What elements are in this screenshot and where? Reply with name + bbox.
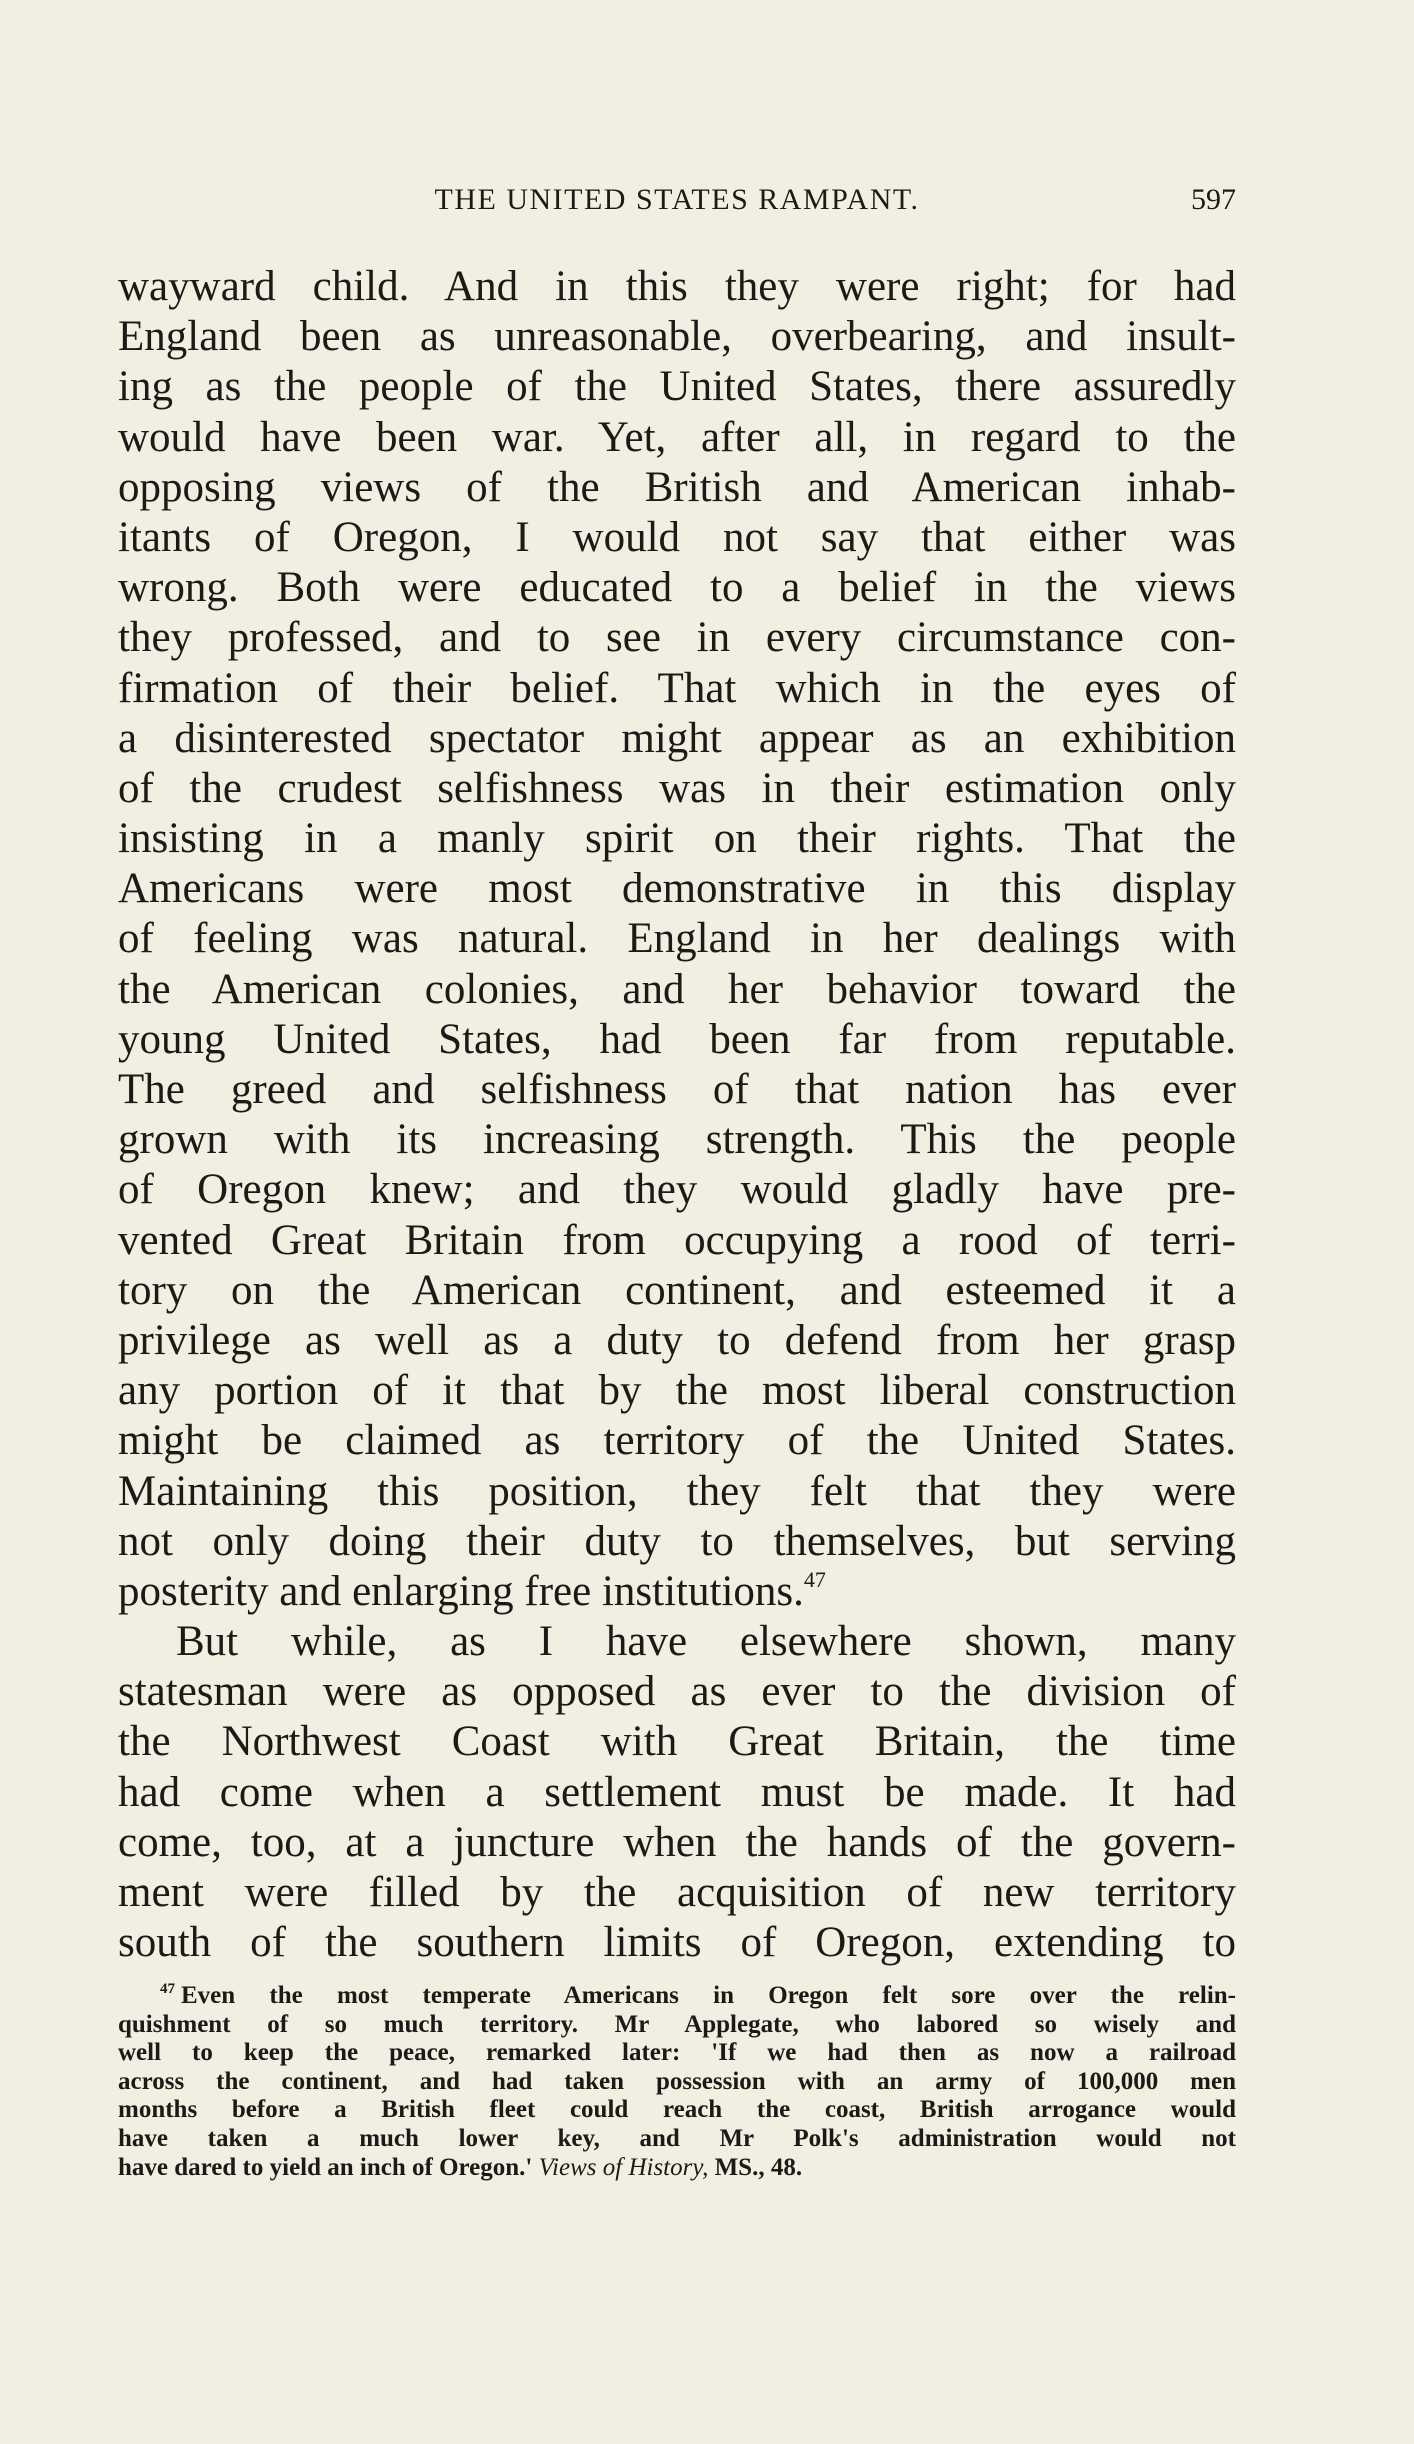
text-line: a disinterested spectator might appear as an exhibition [118,714,1236,762]
text-line: privilege as well as a duty to defend from her grasp [118,1316,1236,1364]
body-text [118,262,1236,1968]
text-line: would have been war. Yet, after all, in regard to the [118,413,1236,461]
footnote-quote-end: have dared to yield an inch of Oregon.' [118,2153,533,2181]
footnote-line: months before a British fleet could reach the coast, British arrogance would [118,2096,1236,2124]
footnote-last-line [118,2154,1236,2183]
text-line: the Northwest Coast with Great Britain, the time [118,1718,1236,1766]
footnote-source-ref: MS., 48. [714,2153,803,2181]
text-line: ing as the people of the United States, there assuredly [118,363,1236,411]
text-line: the American colonies, and her behavior toward the [118,965,1236,1013]
text-line: statesman were as opposed as ever to the division of [118,1668,1236,1716]
text-line: might be claimed as territory of the United States. [118,1417,1236,1465]
text-line: vented Great Britain from occupying a rood of terri- [118,1216,1236,1264]
footnote-line [118,1982,1236,2011]
text-line: come, too, at a juncture when the hands of the govern- [118,1818,1236,1866]
footnote-line: quishment of so much territory. Mr Applegate, who labored so wisely and [118,2010,1236,2038]
text-line: they professed, and to see in every circumstance con- [118,614,1236,662]
text-line: young United States, had been far from reputable. [118,1015,1236,1063]
text-line: itants of Oregon, I would not say that either was [118,513,1236,561]
text-line: south of the southern limits of Oregon, extending to [118,1919,1236,1967]
text-line: firmation of their belief. That which in the eyes of [118,664,1236,712]
text-line: wayward child. And in this they were right; for had [118,263,1236,310]
footnote-source-title: Views of History, [538,2153,709,2181]
text-line: The greed and selfishness of that nation has ever [118,1066,1236,1113]
footnote-line: well to keep the peace, remarked later: 'If we had then as now a railroad [118,2039,1236,2067]
paragraph-end-text: posterity and enlarging free institutions. [118,1567,804,1615]
page-number: 597 [1191,183,1236,216]
paragraph-end-line [118,1567,1236,1617]
footnote-line: have taken a much lower key, and Mr Polk's administration would not [118,2124,1236,2152]
text-line: of the crudest selfishness was in their estimation only [118,764,1236,812]
text-line: Maintaining this position, they felt that they were [118,1467,1236,1515]
text-line: ment were filled by the acquisition of new territory [118,1869,1236,1916]
text-line: Americans were most demonstrative in this display [118,865,1236,913]
text-line: had come when a settlement must be made. It had [118,1768,1236,1816]
text-line: opposing views of the British and American inhab- [118,463,1236,511]
footnote-block [118,1982,1236,2182]
text-line: of Oregon knew; and they would gladly have pre- [118,1166,1236,1214]
text-line: not only doing their duty to themselves, but serving [118,1517,1236,1565]
text-line: wrong. Both were educated to a belief in the views [118,564,1236,612]
text-line: insisting in a manly spirit on their rights. That the [118,815,1236,863]
footnote-mark: 47 [160,1981,175,1997]
text-line: any portion of it that by the most liberal construction [118,1367,1236,1415]
text-line: of feeling was natural. England in her dealings with [118,915,1236,963]
running-title: THE UNITED STATES RAMPANT. [434,183,920,216]
footnote-line-text: Even the most temperate Americans in Oregon felt sore over the relin- [181,1982,1236,2009]
text-line: tory on the American continent, and esteemed it a [118,1266,1236,1314]
text-line: England been as unreasonable, overbearing, and insult- [118,313,1236,361]
text-line: grown with its increasing strength. This the people [118,1116,1236,1164]
footnote-reference[interactable]: 47 [803,1566,826,1592]
running-head [118,178,1236,222]
footnote-line: across the continent, and had taken possession with an army of 100,000 men [118,2067,1236,2095]
text-line: But while, as I have elsewhere shown, many [176,1618,1236,1666]
